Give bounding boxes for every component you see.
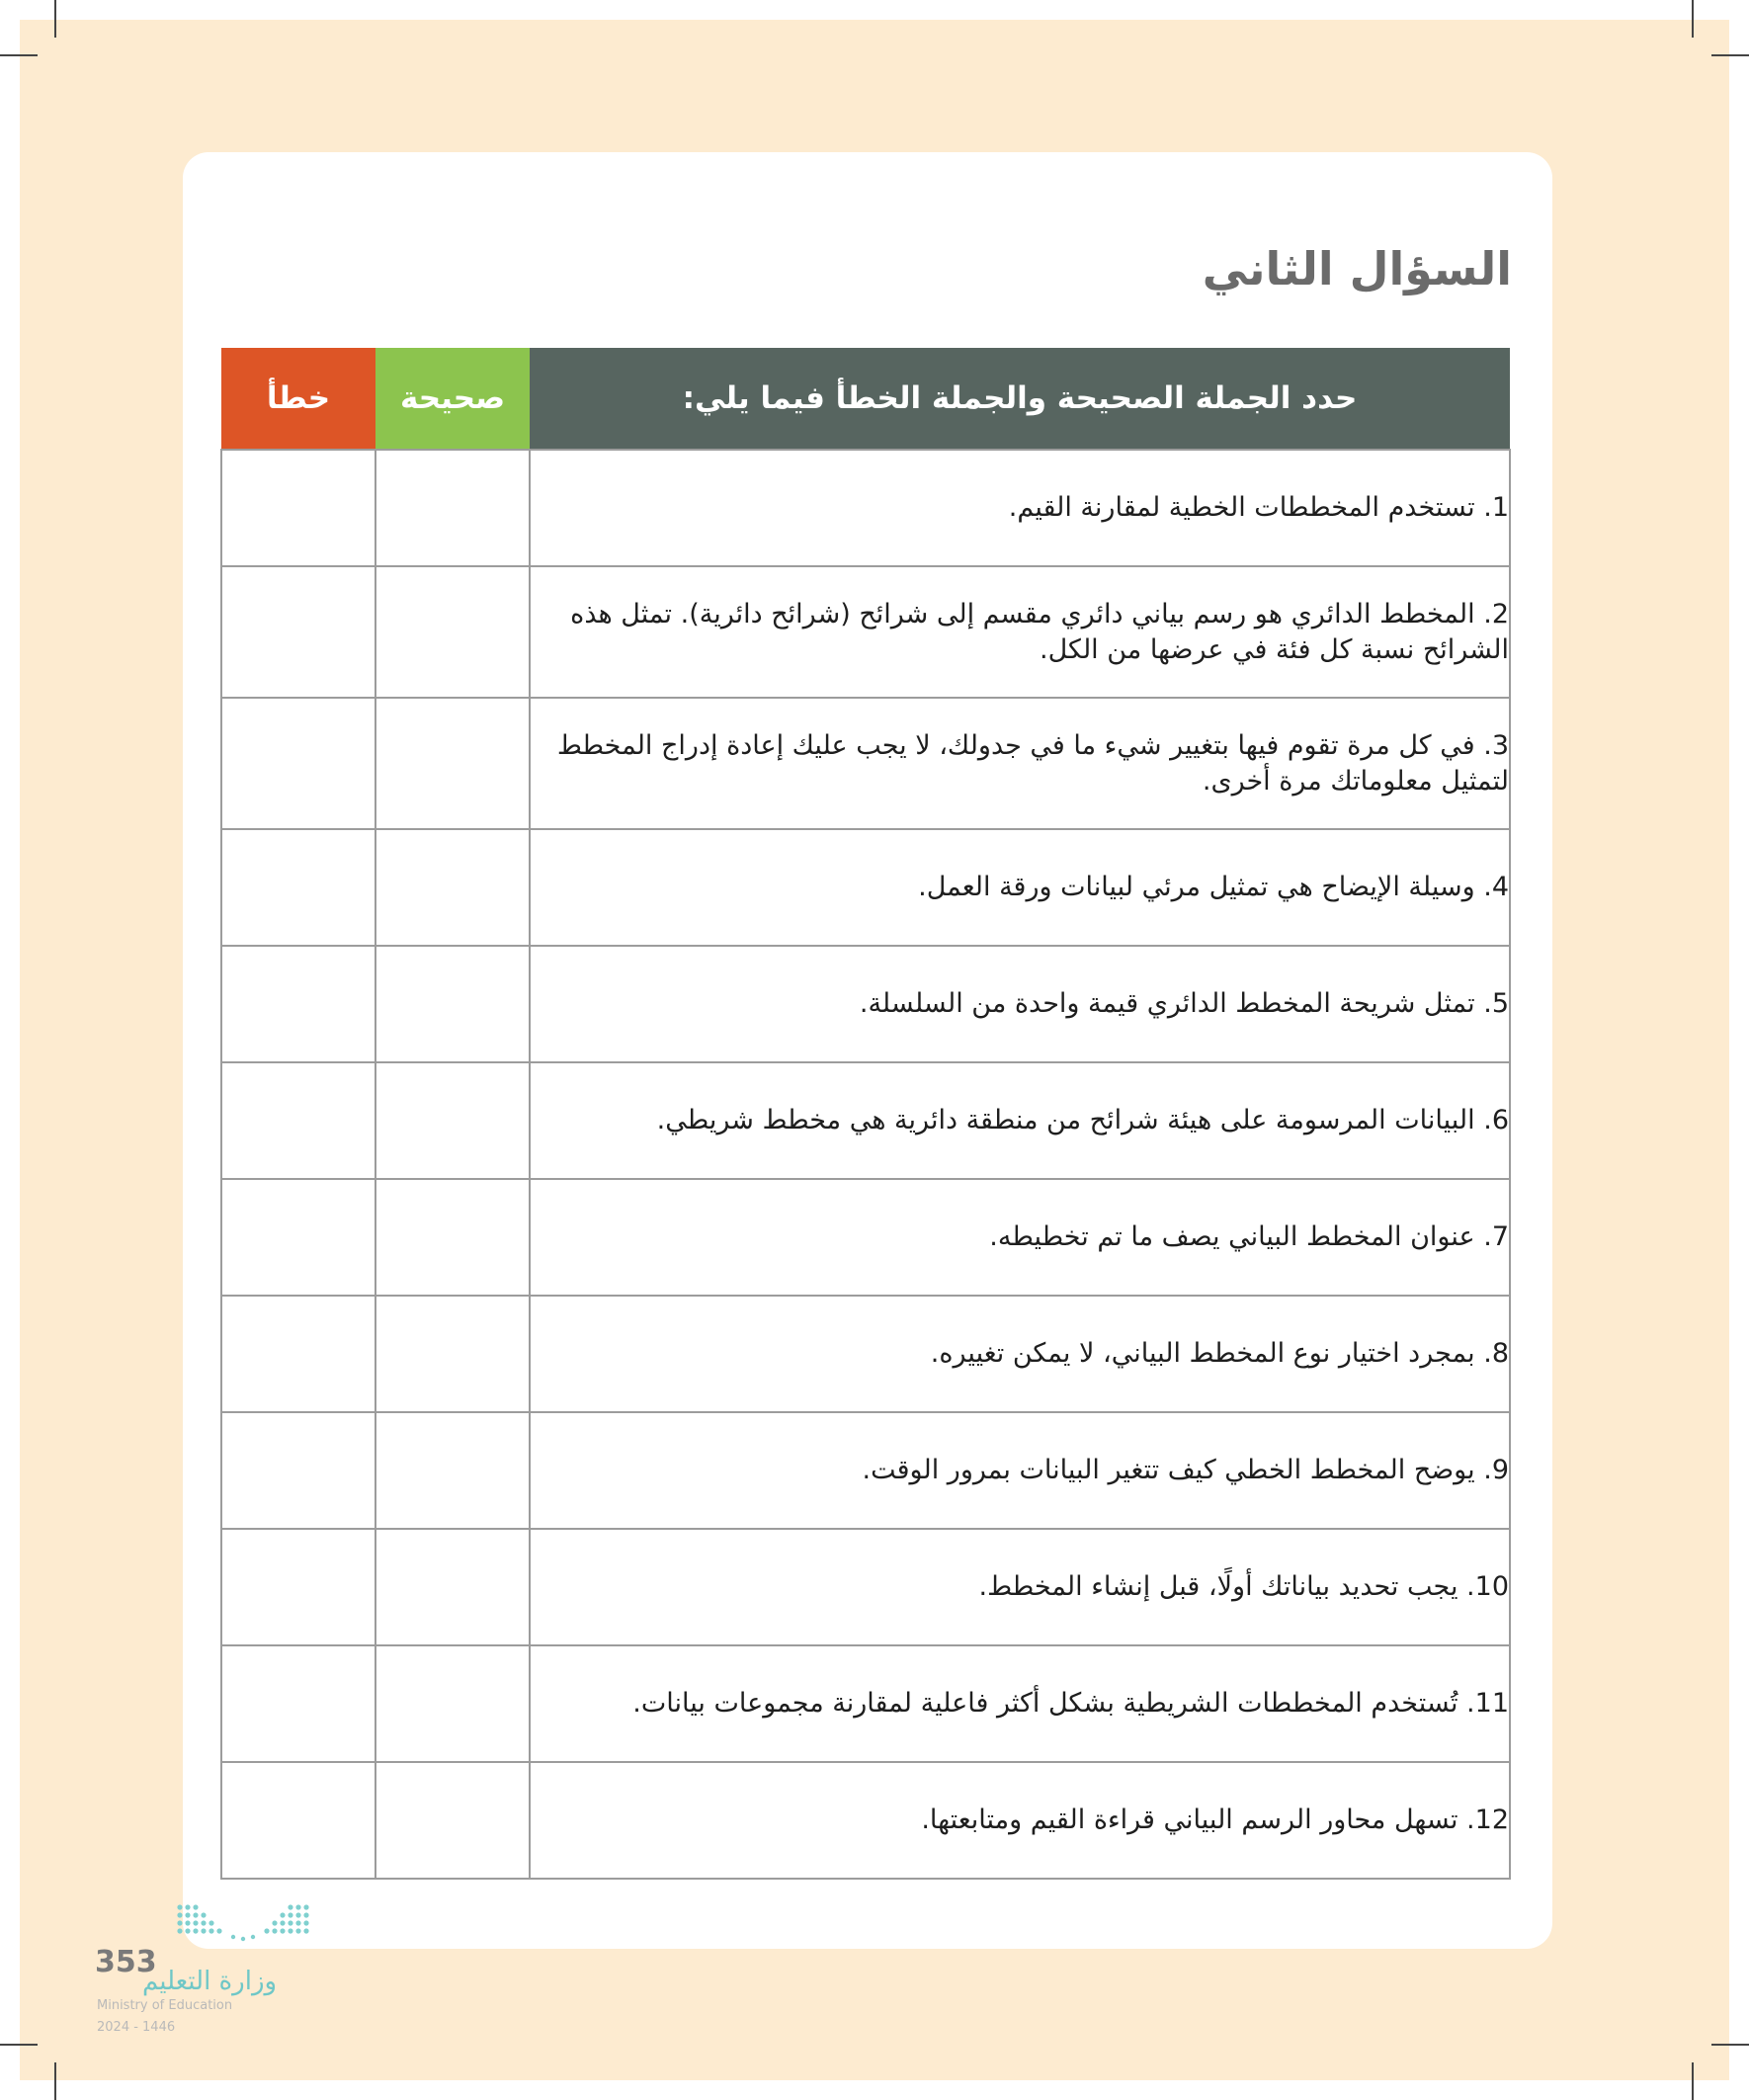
answer-false-cell[interactable] (221, 450, 375, 566)
crop-mark (0, 54, 38, 56)
crop-mark (1692, 2062, 1694, 2100)
answer-true-cell[interactable] (375, 1179, 530, 1296)
statement-text: 6. البيانات المرسومة على هيئة شرائح من منطقة دائرية هي مخطط شريطي. (530, 1062, 1510, 1179)
edition-year: 2024 - 1446 (97, 2020, 176, 2035)
crop-mark (1711, 2044, 1749, 2046)
answer-true-cell[interactable] (375, 1062, 530, 1179)
statement-text: 9. يوضح المخطط الخطي كيف تتغير البيانات بمرور الوقت. (530, 1412, 1510, 1529)
answer-false-cell[interactable] (221, 946, 375, 1062)
crop-mark (0, 2044, 38, 2046)
table-row (221, 1645, 1510, 1762)
crop-mark (54, 0, 56, 38)
statement-text: 11. تُستخدم المخططات الشريطية بشكل أكثر فاعلية لمقارنة مجموعات بيانات. (530, 1645, 1510, 1762)
table-row (221, 1529, 1510, 1645)
statement-text: 5. تمثل شريحة المخطط الدائري قيمة واحدة من السلسلة. (530, 946, 1510, 1062)
table-row (221, 566, 1510, 698)
answer-true-cell[interactable] (375, 1529, 530, 1645)
answer-false-cell[interactable] (221, 698, 375, 829)
table-row (221, 698, 1510, 829)
table-row (221, 1062, 1510, 1179)
answer-false-cell[interactable] (221, 1529, 375, 1645)
page-number: 353 (95, 1945, 157, 1979)
answer-false-cell[interactable] (221, 1412, 375, 1529)
statement-text: 3. في كل مرة تقوم فيها بتغيير شيء ما في جدولك، لا يجب عليك إعادة إدراج المخطط لتمثيل معلوماتك مرة أخرى. (530, 698, 1510, 829)
table-row (221, 450, 1510, 566)
statement-text: 10. يجب تحديد بياناتك أولًا، قبل إنشاء المخطط. (530, 1529, 1510, 1645)
answer-false-cell[interactable] (221, 1762, 375, 1879)
answer-false-cell[interactable] (221, 1179, 375, 1296)
statement-text: 8. بمجرد اختيار نوع المخطط البياني، لا يمكن تغييره. (530, 1296, 1510, 1412)
answer-true-cell[interactable] (375, 1412, 530, 1529)
answer-true-cell[interactable] (375, 450, 530, 566)
statement-text: 7. عنوان المخطط البياني يصف ما تم تخطيطه. (530, 1179, 1510, 1296)
ministry-name-en: Ministry of Education (97, 1998, 233, 2013)
statement-text: 1. تستخدم المخططات الخطية لمقارنة القيم. (530, 450, 1510, 566)
answer-false-cell[interactable] (221, 1645, 375, 1762)
table-row (221, 1412, 1510, 1529)
header-instruction: حدد الجملة الصحيحة والجملة الخطأ فيما يلي: (530, 348, 1510, 450)
table-row (221, 946, 1510, 1062)
question-title: السؤال الثاني (1202, 242, 1512, 295)
answer-true-cell[interactable] (375, 946, 530, 1062)
answer-false-cell[interactable] (221, 1062, 375, 1179)
answer-true-cell[interactable] (375, 698, 530, 829)
crop-mark (1711, 54, 1749, 56)
answer-true-cell[interactable] (375, 1645, 530, 1762)
answer-true-cell[interactable] (375, 1296, 530, 1412)
header-true: صحيحة (375, 348, 530, 450)
table-row (221, 1762, 1510, 1879)
header-false: خطأ (221, 348, 375, 450)
ministry-footer (95, 1897, 322, 2056)
answer-true-cell[interactable] (375, 1762, 530, 1879)
table-row (221, 829, 1510, 946)
ministry-name-ar: وزارة التعليم (142, 1967, 278, 1996)
statement-text: 12. تسهل محاور الرسم البياني قراءة القيم ومتابعتها. (530, 1762, 1510, 1879)
table-header-row (221, 348, 1510, 450)
table-row (221, 1179, 1510, 1296)
crop-mark (1692, 0, 1694, 38)
answer-true-cell[interactable] (375, 566, 530, 698)
answer-true-cell[interactable] (375, 829, 530, 946)
true-false-table (220, 348, 1511, 1880)
statement-text: 4. وسيلة الإيضاح هي تمثيل مرئي لبيانات ورقة العمل. (530, 829, 1510, 946)
statement-text: 2. المخطط الدائري هو رسم بياني دائري مقسم إلى شرائح (شرائح دائرية). تمثل هذه الشرائح نسبة كل فئة في عرضها من الكل. (530, 566, 1510, 698)
table-row (221, 1296, 1510, 1412)
answer-false-cell[interactable] (221, 829, 375, 946)
answer-false-cell[interactable] (221, 566, 375, 698)
crop-mark (54, 2062, 56, 2100)
answer-false-cell[interactable] (221, 1296, 375, 1412)
ministry-logo-icon (174, 1899, 322, 1949)
